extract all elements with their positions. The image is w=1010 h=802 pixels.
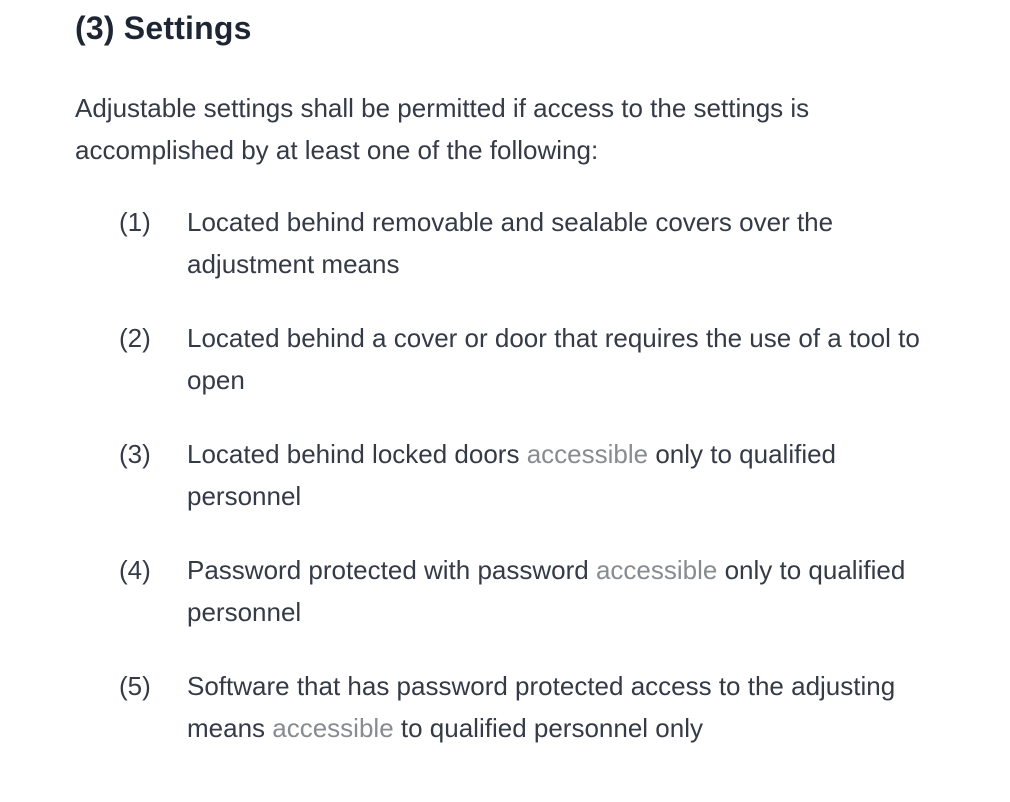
item-text-before: Software that has password protected access to the adjusting means (187, 671, 896, 743)
item-text (187, 665, 947, 749)
accessible-term: accessible (595, 555, 718, 585)
item-text (187, 549, 947, 633)
item-text: Located behind removable and sealable covers over the adjustment means (187, 207, 834, 279)
item-text (187, 433, 947, 517)
accessible-term: accessible (526, 439, 649, 469)
accessible-term: accessible (272, 713, 394, 743)
item-number: (4) (119, 555, 151, 585)
item-text-before: Located behind locked doors (187, 439, 527, 469)
document-content (75, 6, 955, 781)
item-number: (5) (119, 671, 151, 701)
item-number: (3) (119, 439, 151, 469)
list-item (119, 665, 955, 749)
list-item (119, 549, 955, 633)
list-item (119, 317, 955, 401)
item-text: Located behind a cover or door that requires the use of a tool to open (187, 323, 920, 395)
item-text-after: to qualified personnel only (393, 713, 703, 743)
item-number: (1) (119, 207, 151, 237)
item-text-before: Password protected with password (187, 555, 596, 585)
item-text-after: only to qualified personnel (187, 555, 906, 627)
list-item (119, 433, 955, 517)
item-number: (2) (119, 323, 151, 353)
settings-list (75, 201, 955, 749)
section-title: (3) Settings (75, 10, 252, 46)
list-item (119, 201, 955, 285)
item-text-after: only to qualified personnel (187, 439, 837, 511)
intro-paragraph: Adjustable settings shall be permitted if access to the settings is accomplished by at least one of the following: (75, 93, 810, 165)
